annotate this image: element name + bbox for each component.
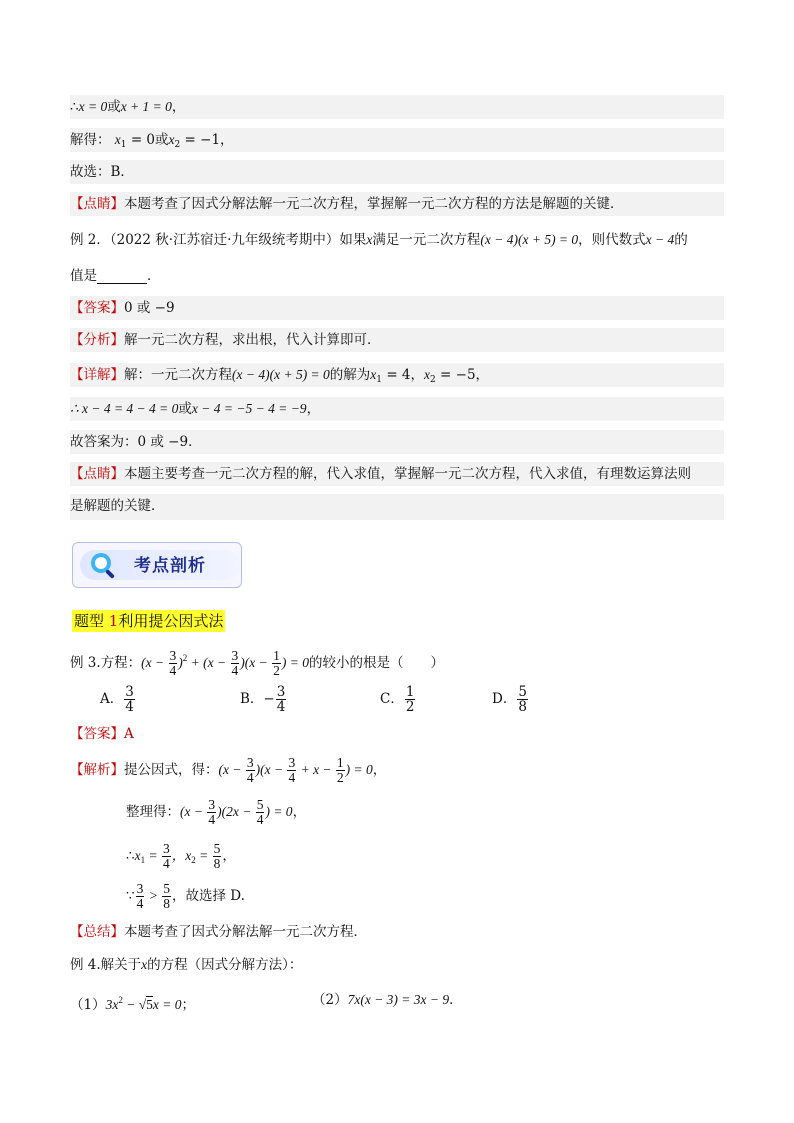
step-text: ，故选择 D. — [171, 888, 245, 904]
type-number: 1 — [108, 612, 119, 630]
punctuation: ， — [306, 401, 321, 417]
example2-analysis — [70, 328, 724, 352]
question-text: 满足一元二次方程 — [372, 232, 481, 248]
equation-part: ∴ x − 4 = 4 − 4 = 0 — [70, 401, 179, 416]
option-c — [380, 682, 416, 716]
equation-part: x + 1 = 0 — [120, 99, 172, 114]
equation: (x − $\frac{3}{4}$ )$^2$ + (x − $\frac{3}{4}$ )(x − $\frac{1}{2}$ ) = 0 — [141, 648, 309, 679]
example3-question — [70, 640, 724, 679]
punctuation: ， — [372, 762, 387, 778]
equation: $3x^2 - √5x = 0$ — [105, 995, 182, 1012]
because-symbol: ∵ — [126, 888, 135, 904]
or-text: 或 — [178, 401, 192, 417]
question-text: 例 4.解关于 — [70, 957, 142, 973]
question-text: 的 — [674, 232, 688, 248]
value: = −5 — [435, 367, 476, 383]
answer-tag: 【答案】 — [70, 300, 124, 316]
equation-part: x − 4 = −5 − 4 = −9 — [191, 401, 307, 416]
type-prefix: 题型 — [74, 612, 109, 630]
answer-text: 0 或 −9 — [124, 300, 175, 316]
example3-analysis — [70, 752, 724, 788]
option-label: C． — [380, 691, 404, 707]
example2-note-line2: 是解题的关键． — [70, 494, 724, 520]
subscript: 2 — [174, 140, 181, 150]
punctuation: ； — [181, 997, 195, 1013]
detail-text: 的解为 — [329, 367, 371, 383]
example2-answer — [70, 296, 724, 320]
value: = 0 — [126, 132, 156, 148]
punctuation: ， — [220, 132, 234, 148]
punctuation: ， — [171, 99, 186, 115]
part-label: （1） — [70, 997, 106, 1013]
punctuation: ， — [475, 367, 490, 383]
equation: 7x(x − 3) = 3x − 9 — [347, 992, 450, 1007]
option-value: $\frac{5}{8}$ — [518, 684, 527, 715]
question-text: 的较小的根是（ ） — [308, 655, 444, 671]
type-title: 利用提公因式法 — [118, 612, 224, 630]
analysis-tag: 【分析】 — [70, 332, 124, 348]
example2-note-line1 — [70, 462, 724, 486]
option-label: A． — [100, 691, 124, 707]
example2-conclusion: 故答案为：0 或 −9． — [70, 430, 724, 454]
subscript: 2 — [430, 375, 436, 385]
note-tag: 【点睛】 — [70, 196, 124, 212]
analysis-text: 提公因式，得： — [124, 762, 219, 778]
answer-tag: 【答案】 — [70, 726, 124, 742]
equation: (x − 4)(x + 5) = 0 — [232, 367, 330, 382]
punctuation: ． — [449, 992, 463, 1008]
example3-summary — [70, 920, 724, 944]
analysis-text: 解一元二次方程，求出根，代入计算即可． — [124, 332, 381, 348]
option-label: D． — [492, 691, 517, 707]
question-text: 值是 — [70, 268, 97, 284]
magnifier-icon — [84, 547, 124, 583]
punctuation: ， — [292, 804, 307, 820]
punctuation: ， — [410, 367, 425, 383]
example3-step2 — [126, 794, 686, 830]
example3-step3 — [126, 838, 686, 874]
punctuation: ， — [222, 848, 236, 864]
section-banner — [72, 542, 242, 588]
variable: x — [168, 132, 175, 147]
example2-question-line2 — [70, 264, 724, 288]
option-b — [240, 682, 287, 716]
solution-line-2 — [70, 128, 724, 152]
equation: (x − 4)(x + 5) = 0 — [480, 232, 579, 247]
banner-title: 考点剖析 — [134, 556, 206, 576]
step-label: 整理得： — [126, 804, 180, 820]
subscript: 1 — [376, 375, 383, 385]
option-label: B． — [240, 691, 264, 707]
option-value: $\frac{3}{4}$ — [125, 684, 134, 715]
therefore-symbol: ∴ — [70, 99, 79, 115]
question-label: 例 3.方程： — [70, 655, 142, 671]
value: = 4 — [382, 367, 411, 383]
note-tag: 【点睛】 — [70, 466, 124, 482]
variable: x — [424, 367, 431, 382]
answer-text: A — [124, 726, 134, 742]
note-text: 本题考查了因式分解法解一元二次方程，掌握解一元二次方程的方法是解题的关键． — [124, 196, 624, 212]
equation: (x − $\frac{3}{4}$ )(x − $\frac{3}{4}$ + x − $\frac{1}{2}$ ) = 0 — [218, 755, 373, 786]
example3-answer — [70, 722, 724, 746]
summary-text: 本题考查了因式分解法解一元二次方程． — [124, 924, 367, 940]
answer-blank — [97, 267, 147, 284]
value: = −1 — [180, 132, 221, 148]
example4-part2 — [312, 988, 612, 1012]
part-label: （2） — [312, 992, 348, 1008]
question-text: ，则代数式 — [578, 232, 646, 248]
or-text: 或 — [155, 132, 169, 148]
therefore-symbol: ∴ — [126, 848, 135, 864]
expression: x − 4 — [645, 232, 675, 247]
question-text: 例 2．（2022 秋·江苏宿迁·九年级统考期中）如果 — [70, 232, 367, 248]
roots: $x_1$ = $\frac{3}{4}$ ，$x_2$ = $\frac{5}{8}$ — [134, 841, 221, 872]
type-heading — [72, 610, 225, 632]
equation: (x − $\frac{3}{4}$ )(2x − $\frac{5}{4}$ ) = 0 — [180, 797, 293, 828]
variable: x — [141, 957, 148, 972]
subscript: 1 — [120, 140, 127, 150]
example2-detail — [70, 363, 724, 387]
solution-label: 解得： — [70, 132, 111, 148]
variable: x — [370, 367, 377, 382]
solution-line-1 — [70, 95, 724, 119]
punctuation: ． — [147, 268, 161, 284]
analysis-tag: 【解析】 — [70, 762, 124, 778]
option-value: $\frac{1}{2}$ — [405, 684, 415, 715]
example2-question — [70, 228, 724, 252]
option-a — [100, 682, 136, 716]
example2-step — [70, 397, 724, 421]
solution-line-3: 故选：B． — [70, 160, 724, 184]
or-text: 或 — [107, 99, 121, 115]
example4-part1 — [70, 988, 310, 1012]
inequality: $\frac{3}{4}$ > $\frac{5}{8}$ — [136, 881, 170, 912]
variable: x — [366, 232, 373, 247]
detail-text: 解：一元二次方程 — [124, 367, 232, 383]
summary-tag: 【总结】 — [70, 924, 124, 940]
question-text: 的方程（因式分解方法）： — [147, 957, 303, 973]
variable: x — [114, 132, 121, 147]
equation-part: x = 0 — [78, 99, 108, 114]
example3-step4 — [126, 878, 686, 914]
note-text: 本题主要考查一元二次方程的解，代入求值，掌握解一元二次方程，代入求值，有理数运算法则 — [124, 466, 691, 482]
solution-note — [70, 192, 724, 216]
option-d — [492, 682, 529, 716]
detail-tag: 【详解】 — [70, 367, 124, 383]
example4-question — [70, 953, 724, 977]
option-value: − $\frac{3}{4}$ — [263, 684, 286, 715]
